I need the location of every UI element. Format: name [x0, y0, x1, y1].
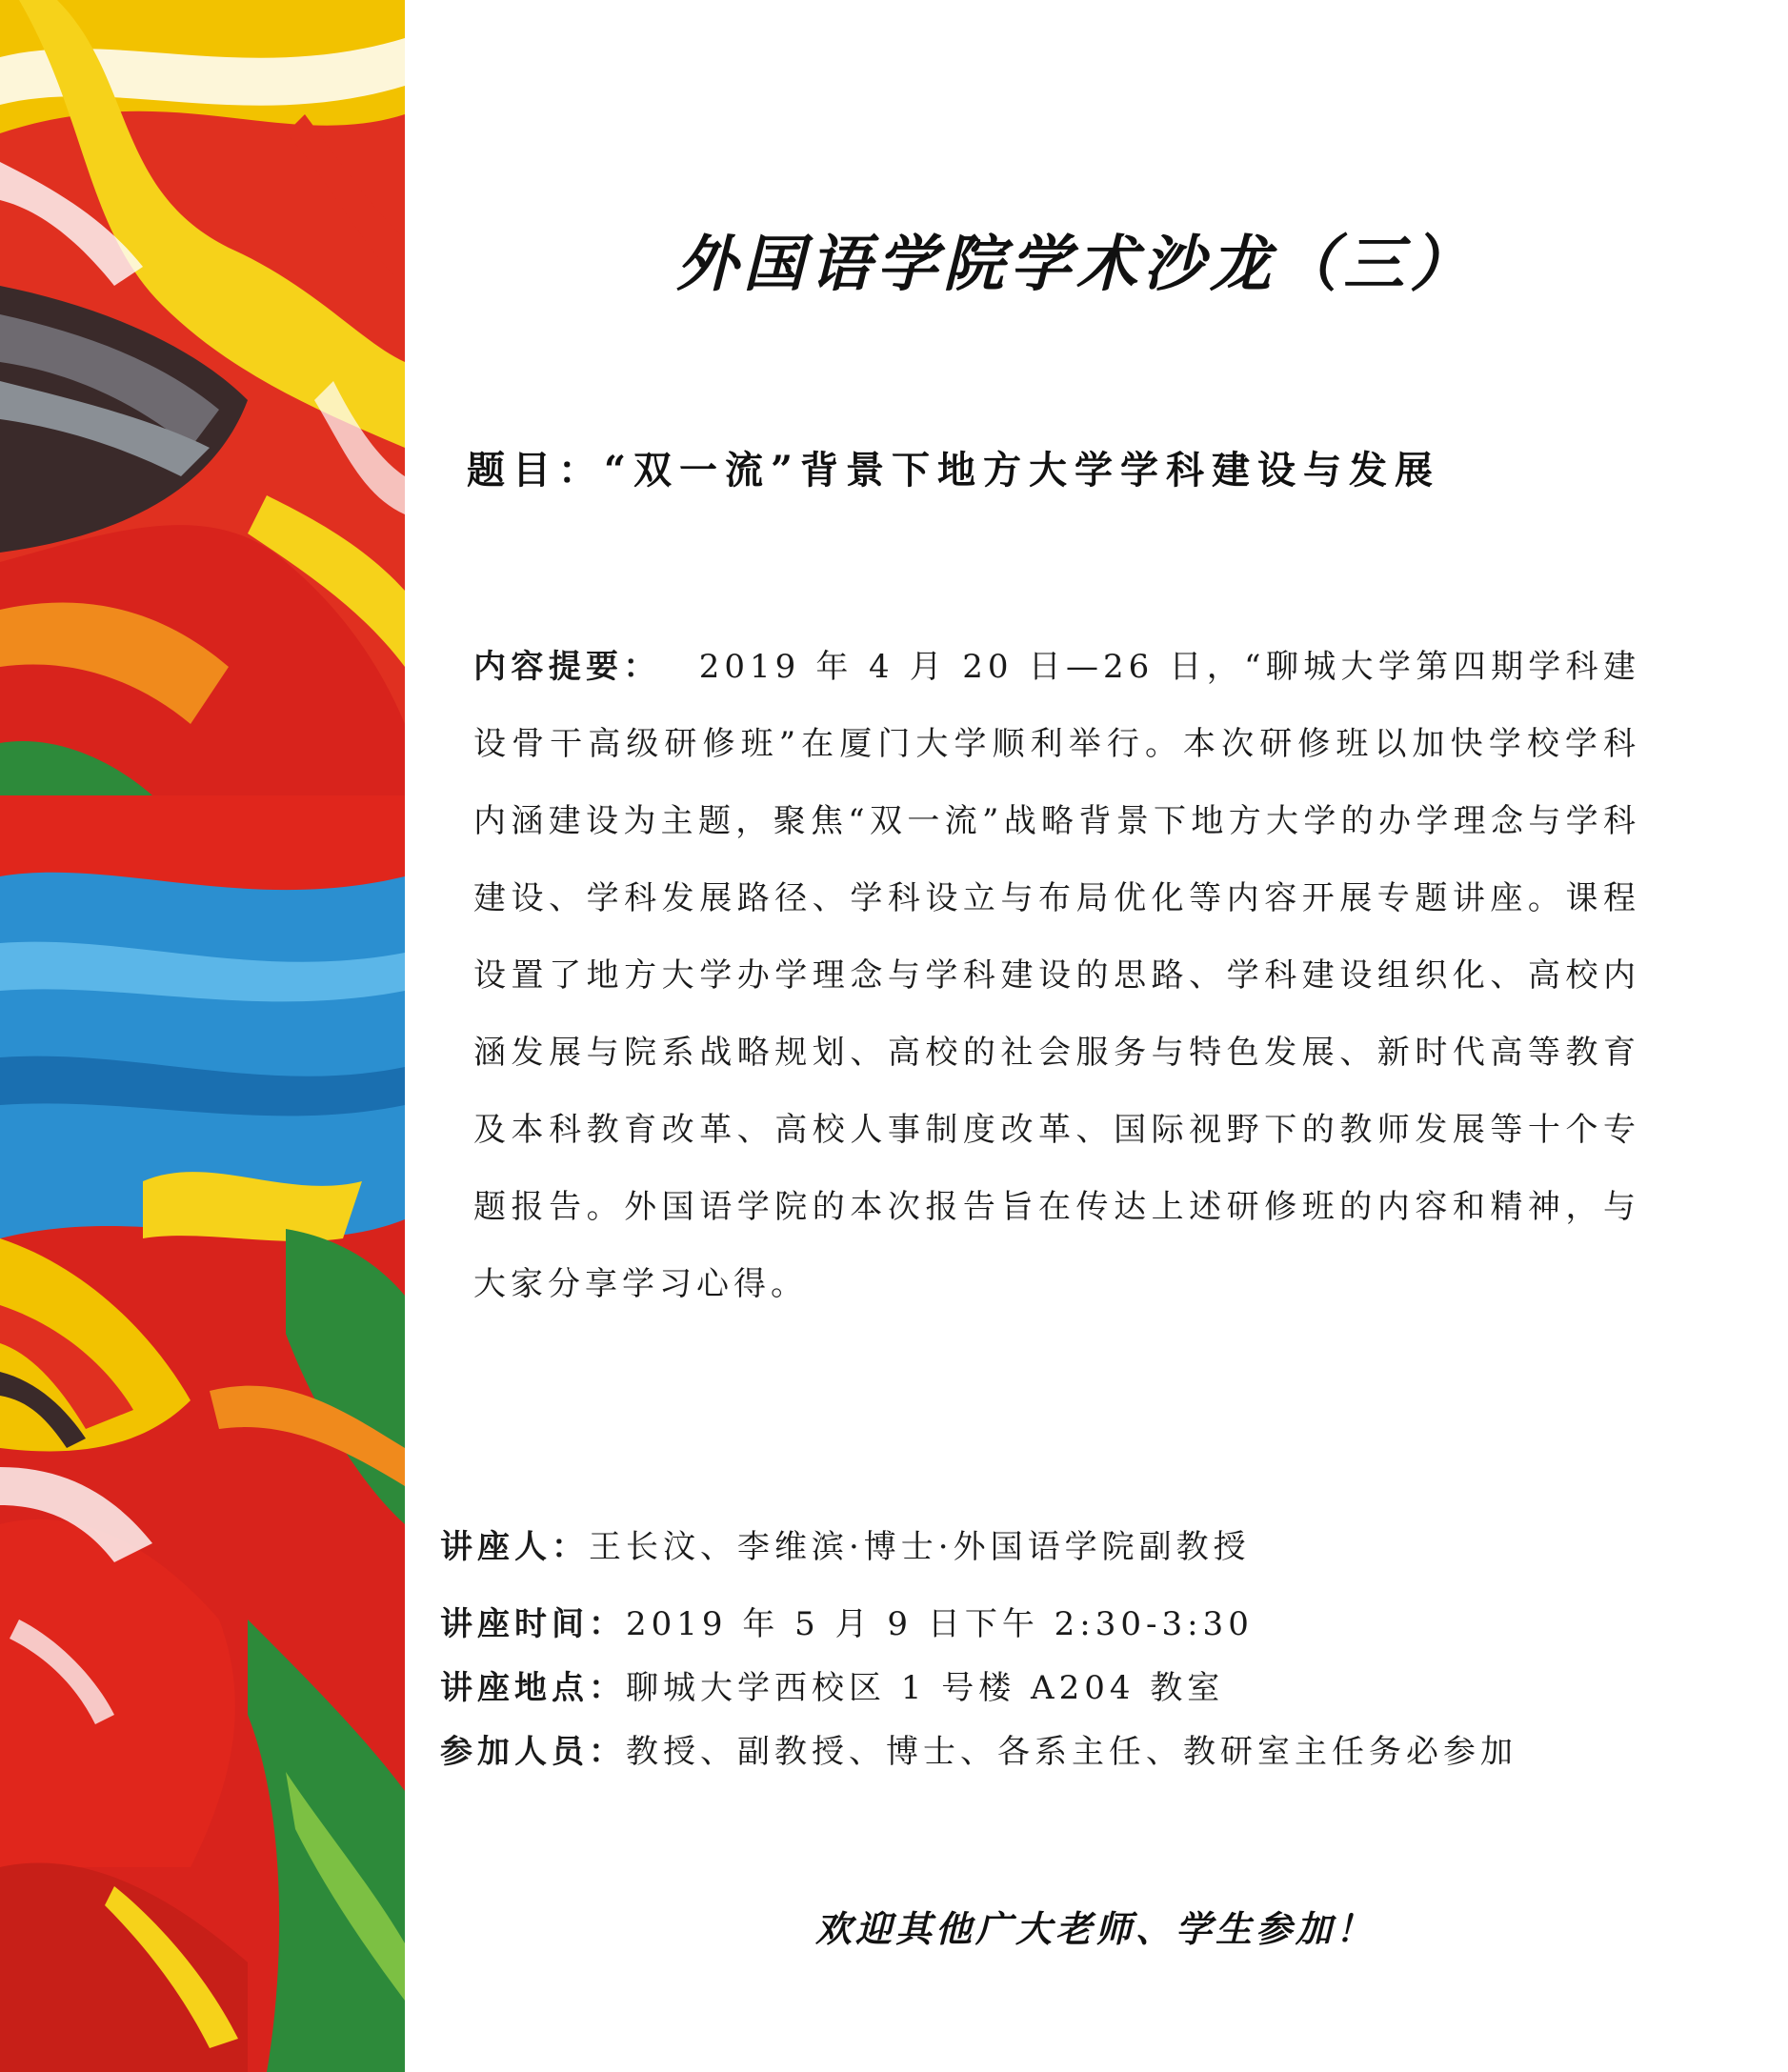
poster-title: 外国语学院学术沙龙（三）: [676, 229, 1477, 300]
time-row: [440, 1598, 1254, 1644]
abstract-label: 内容提要：: [473, 648, 661, 686]
paint-decoration-image: [0, 0, 405, 2072]
abstract-text: 2019 年 4 月 20 日—26 日，“聊城大学第四期学科建设骨干高级研修班”在厦门大学顺利举行。本次研修班以加快学校学科内涵建设为主题，聚焦“双一流”战略背景下地方大学的办学理念与学科建设、学科发展路径、学科设立与布局优化等内容开展专题讲座。课程设置了地方大学办学理念与学科建设的思路、学科建设组织化、高校内涵发展与院系战略规划、高校的社会服务与特色发展、新时代高等教育及本科教育改革、高校人事制度改革、国际视野下的教师发展等十个专题报告。外国语学院的本次报告旨在传达上述研修班的内容和精神，与大家分享学习心得。: [473, 648, 1640, 1303]
abstract-paragraph: [473, 629, 1640, 1323]
attendees-value: 教授、副教授、博士、各系主任、教研室主任务必参加: [626, 1733, 1517, 1771]
place-label: 讲座地点：: [440, 1669, 626, 1707]
attendees-label: 参加人员：: [440, 1733, 626, 1771]
welcome-message: 欢迎其他广大老师、学生参加！: [814, 1907, 1376, 1950]
place-value: 聊城大学西校区 1 号楼 A204 教室: [626, 1669, 1225, 1707]
lecture-subject: 题目：“双一流”背景下地方大学学科建设与发展: [467, 448, 1441, 493]
speaker-value: 王长汶、李维滨·博士·外国语学院副教授: [589, 1528, 1251, 1566]
speaker-row: [440, 1520, 1251, 1567]
attendees-row: [440, 1725, 1517, 1772]
place-row: [440, 1661, 1224, 1708]
time-label: 讲座时间：: [440, 1605, 626, 1643]
time-value: 2019 年 5 月 9 日下午 2:30-3:30: [626, 1605, 1254, 1643]
speaker-label: 讲座人：: [440, 1528, 589, 1566]
